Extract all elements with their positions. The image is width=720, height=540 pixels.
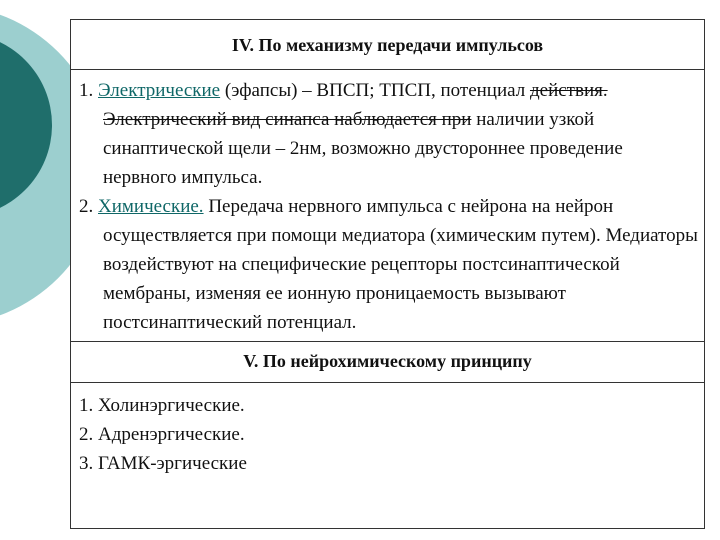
- term-electrical: Электрические: [98, 80, 221, 101]
- section-5-body: [71, 383, 704, 482]
- term-chemical: Химические.: [98, 196, 204, 217]
- list-item: 2. Адренэргические.: [79, 424, 245, 445]
- list-item-electrical: [79, 76, 698, 192]
- section-5-title: V. По нейрохимическому принципу: [71, 341, 704, 383]
- list-item: 1. Холинэргические.: [79, 395, 245, 416]
- item-number: 1.: [79, 80, 98, 101]
- list-item: 3. ГАМК-эргические: [79, 453, 247, 474]
- item-number: 2.: [79, 196, 98, 217]
- strikethrough-text: действия. Электрический вид синапса наблюдается при: [103, 80, 608, 130]
- decorative-circles: [0, 0, 80, 330]
- item-text: Передача нервного импульса с нейрона на нейрон осуществляется при помощи медиатора (химическим путем). Медиаторы воздействуют на специфические рецепторы постсинаптической мембраны, изменяя ее ионную проницаемость вызывают постсинаптический потенциал.: [103, 196, 698, 333]
- item-text: (эфапсы) – ВПСП; ТПСП, потенциал: [220, 80, 530, 101]
- section-4-body: [71, 70, 704, 341]
- content-table: [70, 19, 705, 529]
- section-4-title: IV. По механизму передачи импульсов: [71, 20, 704, 70]
- list-item-chemical: [79, 192, 698, 337]
- item-text-cont: наличии узкой синаптической щели – 2нм, возможно двустороннее проведение нервного импульса.: [103, 109, 623, 188]
